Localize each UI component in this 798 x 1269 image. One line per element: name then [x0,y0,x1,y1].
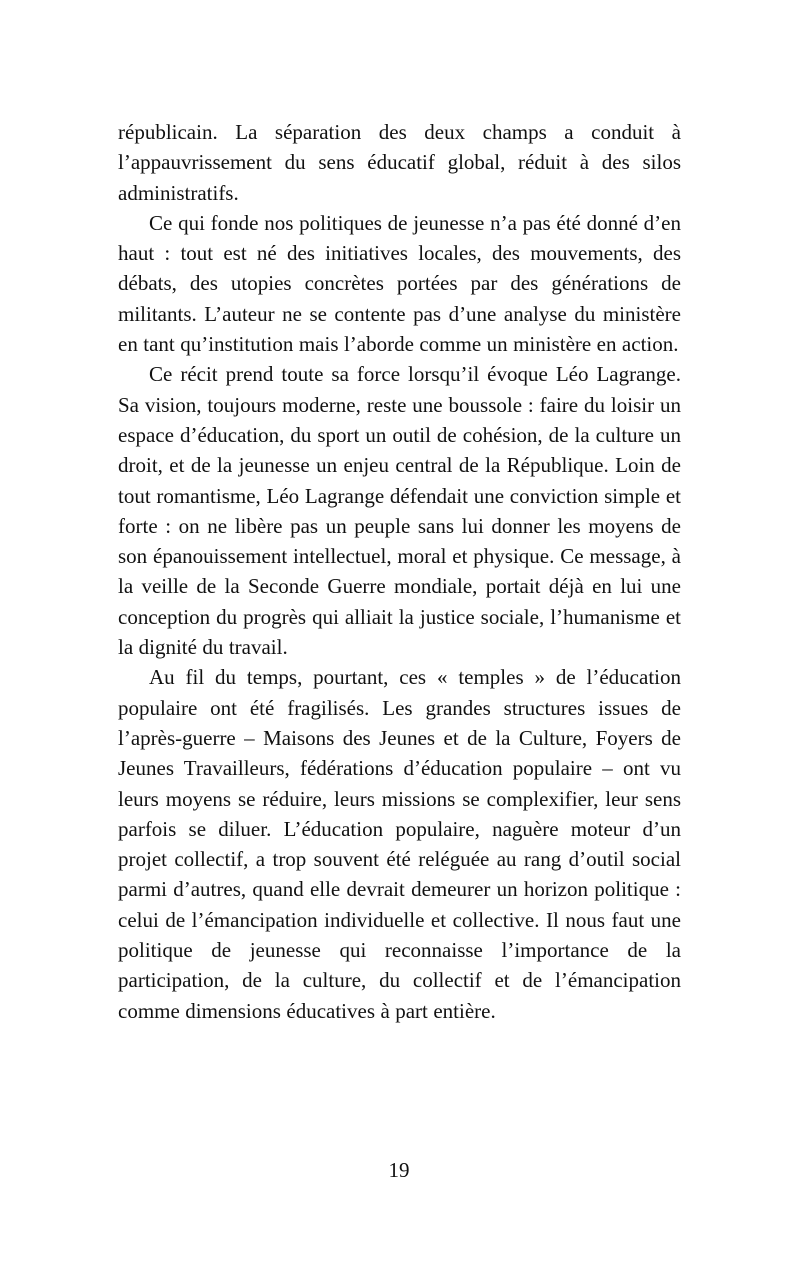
paragraph-education-populaire: Au fil du temps, pourtant, ces « temples » de l’éducation populaire ont été fragilisés. Les grandes structures issues de l’après-guerre – Maisons des Jeunes et de la Culture, Foyers de Jeunes Travailleurs, fédérations d’éducation populaire – ont vu leurs moyens se réduire, leurs missions se complexifier, leur sens parfois se diluer. L’éducation populaire, naguère moteur d’un projet collectif, a trop souvent été reléguée au rang d’outil social parmi d’autres, quand elle devrait demeurer un horizon politique : celui de l’émancipation individuelle et collective. Il nous faut une politique de jeunesse qui reconnaisse l’importance de la participation, de la culture, du collectif et de l’émancipation comme dimensions éducatives à part entière. [118,665,681,1023]
paragraph-continuation: républicain. La séparation des deux champs a conduit à l’appauvrissement du sens éducatif global, réduit à des silos administratifs. [118,120,681,205]
paragraph-leo-lagrange: Ce récit prend toute sa force lorsqu’il évoque Léo Lagrange. Sa vision, toujours moderne, reste une boussole : faire du loisir un espace d’éducation, du sport un outil de cohésion, de la culture un droit, et de la jeunesse un enjeu central de la République. Loin de tout romantisme, Léo Lagrange défendait une conviction simple et forte : on ne libère pas un peuple sans lui donner les moyens de son épanouissement intellectuel, moral et physique. Ce message, à la veille de la Seconde Guerre mondiale, portait déjà en lui une conception du progrès qui alliait la justice sociale, l’humanisme et la dignité du travail. [118,362,681,660]
page-number: 19 [388,1158,410,1182]
page-body [118,117,681,1026]
paragraph-politiques-jeunesse: Ce qui fonde nos politiques de jeunesse n’a pas été donné d’en haut : tout est né des initiatives locales, des mouvements, des débats, des utopies concrètes portées par des générations de militants. L’auteur ne se contente pas d’une analyse du ministère en tant qu’institution mais l’aborde comme un ministère en action. [118,210,681,357]
